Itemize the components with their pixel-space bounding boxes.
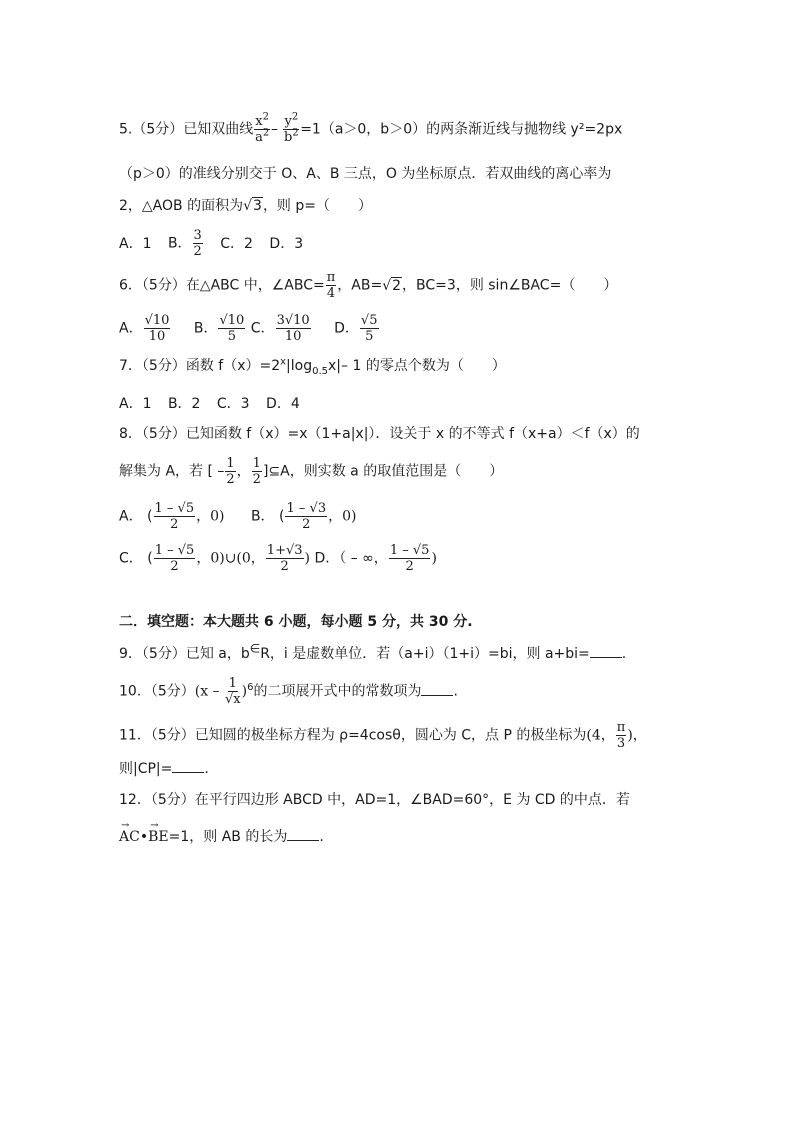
q6-angle-fraction — [326, 270, 337, 301]
q6-option-b-label: B． — [193, 320, 218, 337]
q6-option-b[interactable]: B． $\frac{√10}{5}$ — [193, 313, 245, 344]
q8-option-b-den: 2 — [302, 517, 311, 532]
q6-pi: π — [326, 270, 336, 285]
q6-option-a[interactable]: A． $\frac{√10}{10}$ — [119, 313, 170, 344]
q11-text-a: 11．（5分）已知圆的极坐标方程为 ρ=4cosθ，圆心为 C，点 P 的极坐标为 — [119, 727, 587, 744]
q8-half-2 — [252, 456, 262, 487]
q12-end: . — [319, 829, 324, 845]
q8-option-d-num: 1 – — [389, 543, 413, 558]
q6-option-c-den: 10 — [284, 329, 302, 344]
q6-option-d[interactable]: D． $\frac{√5}{5}$ — [334, 313, 378, 344]
q8-half2-num: 1 — [252, 456, 261, 471]
q8-option-c-den: 2 — [170, 559, 179, 574]
q9-text-a: 9．（5分）已知 a，b — [119, 646, 250, 662]
q5-frac1-num: x — [255, 114, 263, 129]
q11-three: 3 — [616, 736, 626, 751]
q12-line2 — [119, 826, 324, 847]
q9-line — [119, 643, 626, 664]
q11-fraction — [616, 720, 627, 751]
q7-superscript: x — [280, 356, 287, 368]
q8-half1-den: 2 — [226, 472, 235, 487]
q10-end: . — [453, 683, 458, 700]
q8-text-b: ]⊆A，则实数 a 的取值范围是（ ） — [262, 463, 504, 480]
q8-option-b-num: 1 – — [286, 501, 310, 516]
q6-option-d-label: D． — [334, 320, 359, 337]
q8-option-c-tail: ) — [304, 550, 311, 567]
q10-open: (x – — [194, 683, 224, 700]
q5-frac1-den: a — [255, 130, 263, 145]
q5-option-b-den: 2 — [193, 244, 202, 259]
q5-frac2-num: y — [284, 114, 292, 129]
q5-sqrt: √3 — [243, 198, 262, 214]
section-title-fill-in: 二．填空题：本大题共 6 小题，每小题 5 分，共 30 分. — [119, 614, 473, 630]
q6-option-c-label: C． — [250, 320, 275, 337]
q8-option-b-sqrt: 3 — [317, 501, 327, 516]
q6-text-a: 6．（5分）在△ABC 中，∠ABC= — [119, 277, 325, 294]
q6-option-c-coef: 3 — [276, 313, 285, 328]
q8-option-d-label: D．（ – ∞， — [314, 550, 388, 567]
q6-sqrt2: √2 — [382, 277, 402, 294]
q6-sqrt2-value: 2 — [392, 277, 402, 294]
q8-option-d[interactable]: D．（ – ∞， $\frac{1 - √5}{2}$ ) — [314, 543, 437, 574]
q7-option-d[interactable]: D．4 — [266, 396, 300, 412]
q7-line1 — [119, 356, 506, 376]
q10-power: 6 — [247, 681, 254, 693]
q8-line1: 8．（5分）已知函数 f（x）=x（1+a|x|）．设关于 x 的不等式 f（x+a）＜f（x）的 — [119, 426, 640, 442]
q10-line — [119, 676, 458, 707]
q8-option-d-tail: ) — [431, 550, 437, 567]
q6-option-c-num: 10 — [293, 313, 310, 328]
q8-option-c-label: C． — [119, 550, 143, 567]
q11-open: (4， — [586, 727, 615, 744]
q10-frac-num: 1 — [228, 676, 237, 691]
q12-line1: 12．（5分）在平行四边形 ABCD 中，AD=1，∠BAD=60°，E 为 CD 的中点．若 — [119, 792, 630, 808]
q5-option-d[interactable]: D．3 — [269, 235, 304, 252]
q11-end: . — [204, 761, 209, 777]
q6-option-d-den: 5 — [365, 329, 374, 344]
q11-pi: π — [616, 720, 626, 735]
q6-line1 — [119, 270, 617, 301]
q7-option-c[interactable]: C．3 — [216, 396, 250, 412]
q8-option-c-num: 1 – — [154, 543, 178, 558]
q7-option-a[interactable]: A．1 — [119, 396, 152, 412]
q8-half1-num: 1 — [226, 456, 235, 471]
q5-option-c[interactable]: C．2 — [220, 235, 253, 252]
q6-option-b-num: 10 — [227, 313, 245, 328]
q8-option-c[interactable]: C． ( $\frac{1 - √5}{2}$ ，0)∪(0， $\frac{1+√3}{2}$ ) — [119, 543, 311, 574]
q5-line3 — [119, 196, 372, 216]
q12-vector-be: → BE — [148, 827, 169, 847]
q7-subscript: 0.5 — [312, 365, 329, 377]
q8-options-ab — [119, 501, 356, 532]
q11-line2 — [119, 758, 209, 779]
q8-comma: ， — [236, 463, 251, 480]
q5-frac2-den: b — [283, 130, 293, 145]
q8-option-b-tail: ，0) — [328, 508, 357, 525]
q8-option-c-sqrt2: 3 — [294, 543, 303, 558]
q11-answer-blank[interactable] — [172, 758, 204, 773]
q6-option-a-num: 10 — [152, 313, 170, 328]
q6-option-c[interactable]: C． $\frac{3√10}{10}$ — [250, 313, 310, 344]
q8-option-d-sqrt: 5 — [421, 543, 430, 558]
q5-line1 — [119, 111, 623, 145]
q5-text-d: ，则 p=（ ） — [262, 198, 373, 214]
q8-half2-den: 2 — [252, 472, 261, 487]
q5-fraction-x: $\frac{x^2}{a^2}$ — [255, 111, 270, 145]
q8-option-c-mid: ，0)∪(0， — [196, 550, 265, 567]
q9-answer-blank[interactable] — [590, 643, 622, 658]
q8-option-d-den: 2 — [405, 559, 414, 574]
q12-text-b: =1，则 AB 的长为 — [168, 829, 288, 845]
q8-line2 — [119, 456, 503, 487]
q6-text-c: ，BC=3，则 sin∠BAC=（ ） — [402, 277, 618, 294]
q10-answer-blank[interactable] — [421, 681, 453, 696]
q12-vector-ac: → AC — [119, 827, 140, 847]
q12-dot: • — [139, 829, 149, 845]
q5-minus: – — [271, 121, 278, 138]
q8-option-c-den2: 2 — [280, 559, 289, 574]
q5-options — [119, 228, 303, 259]
q5-option-b[interactable] — [168, 228, 204, 259]
q10-frac-den: x — [233, 692, 241, 707]
q11-text-b: 则|CP|= — [119, 761, 173, 777]
q8-option-b[interactable]: B． ( $\frac{1 - √3}{2}$ ，0) — [250, 501, 357, 532]
q6-option-b-den: 5 — [227, 329, 237, 344]
q5-line2: （p＞0）的准线分别交于 O、A、B 三点，O 为坐标原点．若双曲线的离心率为 — [119, 166, 612, 182]
q11-line1 — [119, 720, 647, 751]
q6-option-a-label: A． — [119, 320, 143, 337]
q7-text-a: 7．（5分）函数 f（x）=2 — [119, 358, 281, 374]
q7-text-c: x|– 1 的零点个数为（ ） — [328, 358, 506, 374]
q8-option-a-sqrt: 5 — [185, 501, 195, 516]
q10-fraction: $\frac{1}{√x}$ — [225, 676, 241, 707]
q7-option-b[interactable]: B．2 — [167, 396, 201, 412]
q7-options — [119, 394, 300, 414]
q8-option-c-sqrt: 5 — [186, 543, 195, 558]
q5-score: （5分） — [132, 121, 184, 138]
q6-four: 4 — [326, 286, 336, 301]
q5-sqrt-value: 3 — [253, 198, 262, 214]
q6-option-a-den: 10 — [148, 329, 166, 344]
q11-close: )， — [627, 727, 647, 744]
q8-options-cd — [119, 543, 437, 574]
q8-option-a-label: A． — [119, 508, 143, 525]
q9-element-of: ∈ — [249, 641, 261, 656]
q5-number: 5. — [119, 121, 133, 138]
q8-option-a-tail: ，0) — [196, 508, 225, 525]
q8-option-c-num2: 1+ — [266, 543, 286, 558]
q8-option-a-num: 1 – — [154, 501, 178, 516]
q5-text-c: 2，△AOB 的面积为 — [119, 198, 244, 214]
q6-options — [119, 313, 380, 344]
q8-text-a: 解集为 A，若 [ – — [119, 463, 225, 480]
q9-text-b: R，i 是虚数单位．若（a+i）（1+i）=bi，则 a+bi= — [260, 646, 590, 662]
q10-close: ) — [241, 683, 248, 700]
q8-option-a-den: 2 — [170, 517, 179, 532]
q5-option-a[interactable]: A．1 — [119, 235, 152, 252]
q8-half-1 — [225, 456, 235, 487]
q6-text-b: ，AB= — [337, 277, 383, 294]
q10-text-b: 的二项展开式中的常数项为 — [253, 683, 422, 700]
q9-end: . — [621, 646, 627, 662]
q8-option-b-label: B． — [250, 508, 275, 525]
q5-option-b-num: 3 — [193, 228, 202, 243]
q7-text-b: |log — [286, 358, 313, 374]
q6-option-d-num: 5 — [369, 313, 378, 328]
q8-option-a[interactable]: A． ( $\frac{1 - √5}{2}$ ，0) — [119, 501, 225, 532]
q5-text-a: 已知双曲线 — [183, 121, 254, 138]
q10-text-a: 10．（5分） — [119, 683, 195, 700]
q5-fraction-y: $\frac{y^2}{b^2}$ — [283, 111, 299, 145]
q12-answer-blank[interactable] — [287, 826, 319, 841]
q5-text-b: =1（a＞0，b＞0）的两条渐近线与抛物线 y²=2px — [300, 121, 623, 138]
q5-option-b-label: B． — [167, 235, 192, 252]
